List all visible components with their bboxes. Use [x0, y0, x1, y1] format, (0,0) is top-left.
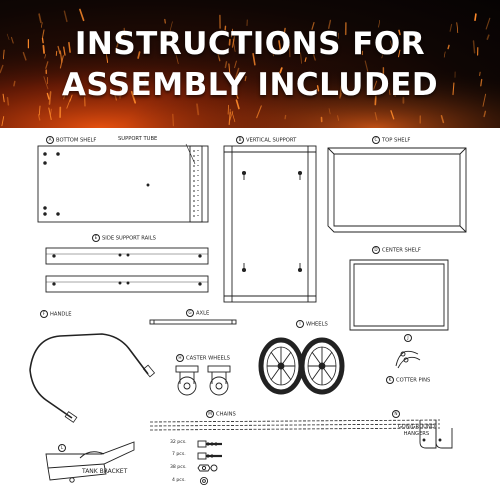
- headline-line-2: ASSEMBLY INCLUDED: [61, 67, 439, 103]
- hardware-count-2: 7 pcs.: [172, 452, 186, 457]
- support-tube-drawing: [186, 144, 202, 222]
- label-support-tube: SUPPORT TUBE: [118, 136, 158, 142]
- label-top-shelf: C TOP SHELF: [372, 136, 410, 145]
- chains-drawing: [150, 420, 440, 430]
- cotter-pins-drawing: [396, 351, 420, 368]
- spark-streak: [173, 114, 174, 125]
- axle-drawing: [150, 320, 236, 324]
- hardware-bolts-drawing: [198, 441, 222, 485]
- banner-headline: [0, 24, 500, 106]
- label-caster-wheels: H CASTER WHEELS: [176, 354, 230, 363]
- top-shelf-drawing: [328, 148, 466, 232]
- side-support-rails-drawing: [46, 248, 208, 292]
- label-axle: G AXLE: [186, 309, 209, 318]
- label-gun-ground-hangers: GUN/GROUND HANGERS: [398, 424, 435, 437]
- handle-drawing: [30, 334, 155, 422]
- label-hangers-letter: N: [392, 410, 402, 419]
- wheels-drawing: [261, 340, 342, 392]
- label-center-shelf: D CENTER SHELF: [372, 246, 421, 255]
- label-vertical-support: B VERTICAL SUPPORT: [236, 136, 296, 145]
- label-tank-bracket-letter: L: [58, 444, 68, 453]
- hardware-count-3: 38 pcs.: [170, 465, 187, 470]
- label-cotter-pins: K COTTER PINS: [386, 376, 430, 385]
- label-tank-bracket: TANK BRACKET: [82, 468, 128, 475]
- hardware-count-1: 32 pcs.: [170, 440, 187, 445]
- parts-diagram: [0, 128, 500, 500]
- fire-banner: [0, 0, 500, 128]
- label-wheels: I WHEELS: [296, 320, 328, 329]
- caster-wheels-drawing: [176, 366, 230, 395]
- label-handle: F HANDLE: [40, 310, 72, 319]
- spark-streak: [285, 116, 286, 119]
- vertical-support-drawing: [224, 146, 316, 302]
- center-shelf-drawing: [350, 260, 448, 330]
- bottom-shelf-drawing: [38, 146, 208, 222]
- label-side-support-rails: E SIDE SUPPORT RAILS: [92, 234, 156, 243]
- spark-streak: [475, 14, 476, 20]
- spark-streak: [165, 19, 166, 23]
- headline-line-1: INSTRUCTIONS FOR: [74, 26, 426, 62]
- label-bottom-shelf: A BOTTOM SHELF: [46, 136, 96, 145]
- parts-line-drawing: [0, 128, 500, 500]
- hardware-count-4: 4 pcs.: [172, 478, 186, 483]
- label-chains: M CHAINS: [206, 410, 236, 419]
- label-cotter-pins-letter: J: [404, 334, 414, 343]
